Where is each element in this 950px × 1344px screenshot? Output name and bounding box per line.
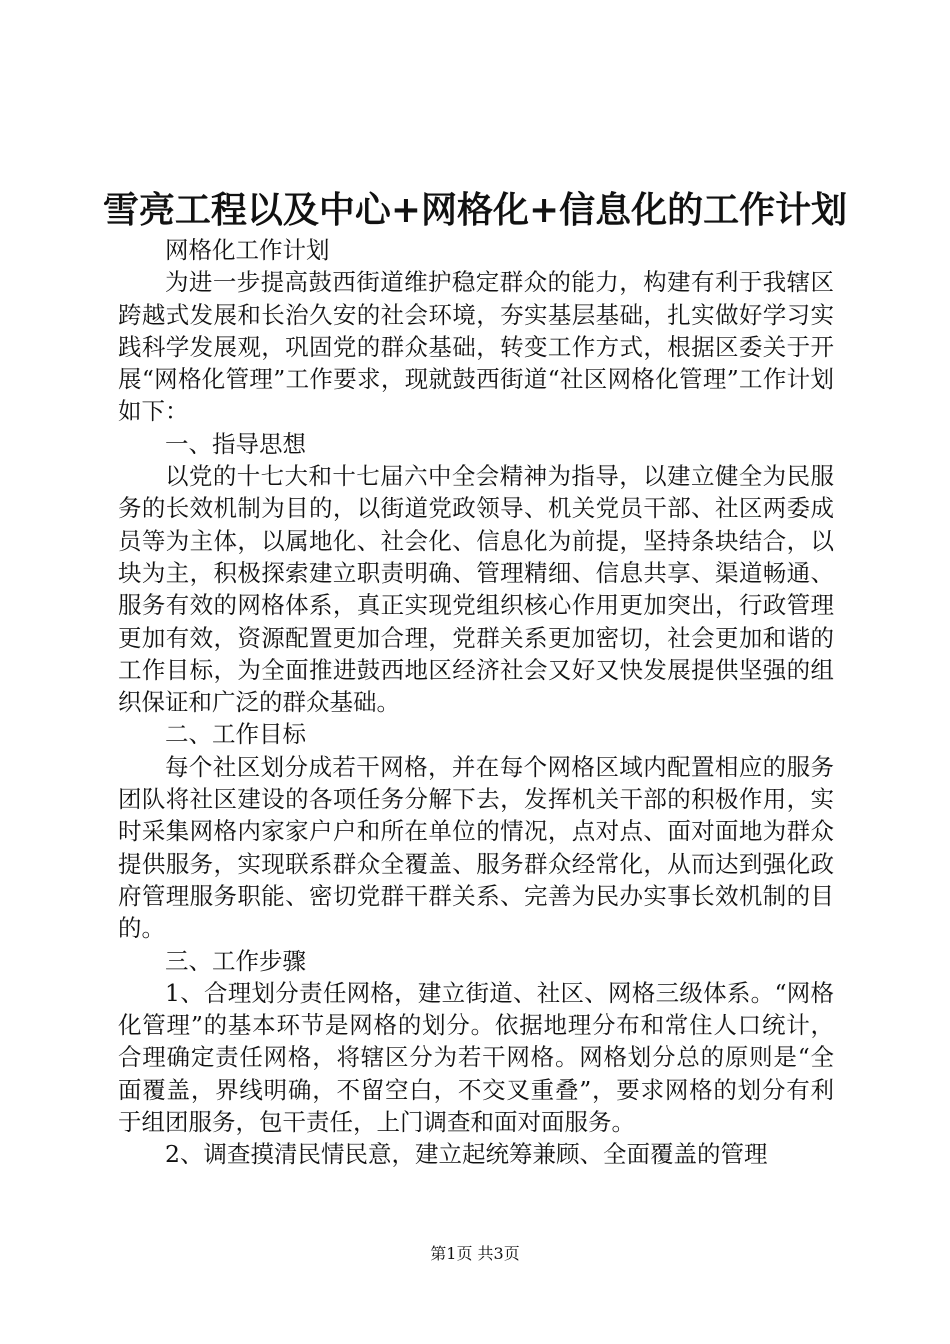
paragraph-intro: 为进一步提高鼓西街道维护稳定群众的能力，构建有利于我辖区跨越式发展和长治久安的社会环境，夯实基层基础，扎实做好学习实践科学发展观，巩固党的群众基础，转变工作方式，根据区委关于开展“网格化管理”工作要求，现就鼓西街道“社区网格化管理”工作计划如下： xyxy=(118,268,834,426)
section-heading-work-steps: 三、工作步骤 xyxy=(165,946,306,975)
section-heading-guiding-ideology: 一、指导思想 xyxy=(165,429,306,458)
section-heading-work-goals: 二、工作目标 xyxy=(165,720,306,749)
paragraph-work-goals: 每个社区划分成若干网格，并在每个网格区域内配置相应的服务团队将社区建设的各项任务分解下去，发挥机关干部的积极作用，实时采集网格内家家户户和所在单位的情况，点对点、面对面地为群众提供服务，实现联系群众全覆盖、服务群众经常化，从而达到强化政府管理服务职能、密切党群干群关系、完善为民办实事长效机制的目的。 xyxy=(118,752,834,943)
paragraph-step-2: 2、调查摸清民情民意，建立起统筹兼顾、全面覆盖的管理 xyxy=(165,1140,768,1169)
paragraph-guiding-ideology: 以党的十七大和十七届六中全会精神为指导，以建立健全为民服务的长效机制为目的，以街道党政领导、机关党员干部、社区两委成员等为主体，以属地化、社会化、信息化为前提，坚持条块结合，以块为主，积极探索建立职责明确、管理精细、信息共享、渠道畅通、服务有效的网格体系，真正实现党组织核心作用更加突出，行政管理更加有效，资源配置更加合理，党群关系更加密切，社会更加和谐的工作目标，为全面推进鼓西地区经济社会又好又快发展提供坚强的组织保证和广泛的群众基础。 xyxy=(118,462,834,717)
document-body xyxy=(118,234,834,1171)
paragraph-step-1: 1、合理划分责任网格，建立街道、社区、网格三级体系。“网格化管理”的基本环节是网格的划分。依据地理分布和常住人口统计，合理确定责任网格，将辖区分为若干网格。网格划分总的原则是“全面覆盖，界线明确，不留空白，不交叉重叠”，要求网格的划分有利于组团服务，包干责任，上门调查和面对面服务。 xyxy=(118,978,834,1137)
paragraph-subtitle: 网格化工作计划 xyxy=(165,236,330,264)
page-footer: 第1页 共3页 xyxy=(430,1244,520,1263)
document-title: 雪亮工程以及中心+网格化+信息化的工作计划 xyxy=(102,189,848,231)
